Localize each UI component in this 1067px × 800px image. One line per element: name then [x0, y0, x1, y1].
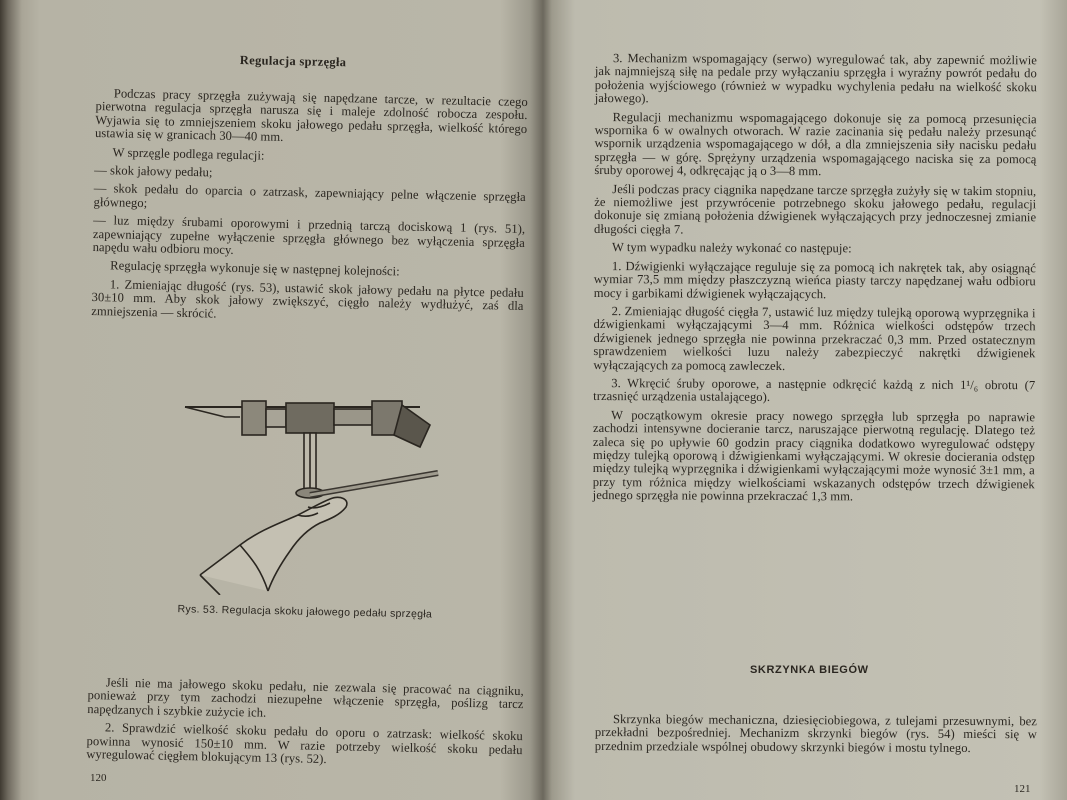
text-block	[595, 713, 1037, 761]
paragraph: Podczas pracy sprzęgła zużywają się napędzane tarcze, w rezultacie czego pierwotna regulacja sprzęgła narusza się i maleje zdolność robocza zespołu. Wyjawia się to zmniejszeniem skoku jałowego pedału sprzęgła, wielkość którego ustawia się w granicach 30—40 mm.	[94, 86, 528, 145]
paragraph: 1. Zmieniając długość (rys. 53), ustawić skok jałowy pedału na płytce pedału 30±10 mm. Aby skok jałowy zwiększyć, cięgło należy wydłużyć, zaś dla zmniejszenia — skrócić.	[91, 277, 524, 321]
paragraph: Jeśli nie ma jałowego skoku pedału, nie zezwala się pracować na ciągniku, ponieważ przy tym zachodzi niezupełne włączenie sprzęgła, poślizg tarcz napędzanych i szybkie zużycie ich.	[87, 675, 524, 720]
text-block	[91, 87, 528, 332]
paragraph: W sprzęgle podlega regulacji:	[112, 144, 265, 163]
text-block	[86, 676, 524, 776]
list-item: — luz między śrubami oporowymi i przednią tarczą dociskową 1 (rys. 51), zapewniający zupełne wyłączenie sprzęgła głównego bez wyłączenia sprzęgła napędu wału odbioru mocy.	[92, 213, 526, 257]
paragraph: Jeśli podczas pracy ciągnika napędzane tarcze sprzęgła zużyły się w takim stopniu, że niemożliwe jest przywrócenie potrzebnego skoku jałowego pedału, regulacji dokonuje się zmianą położenia dźwigienek wyłączających przy jednoczesnej zmianie długości cięgła 7.	[594, 181, 1037, 237]
paragraph: 2. Zmieniając długość cięgła 7, ustawić luz między tulejką oporową wyprzęgnika i dźwigienkami wyłączającymi 3—4 mm. Różnica wielkości odstępów trzech dźwigienek jednego sprzęgła nie powinna przekraczać 0,3 mm. Przed ostatecznym sprawdzeniem wielkości luzu należy zabezpieczyć nakrętki dźwigienek wyłączających za pomocą zawleczek.	[593, 303, 1036, 373]
pedal-adjustment-illustration	[180, 395, 450, 595]
paragraph: 3. Wkręcić śruby oporowe, a następnie odkręcić każdą z nich 1¹/₆ obrotu (7 trzasnięć urządzenia ustalającego).	[593, 376, 1036, 405]
paragraph: Regulacji mechanizmu wspomagającego dokonuje się za pomocą przesunięcia wspornika 6 w owalnych otworach. W razie zacinania się pedału należy przesunąć wspornik urządzenia wspomagającego w dół, a dla zmniejszenia siły nacisku pedału sprzęgła — w górę. Sprężyny urządzenia wspomagającego naciska się za pomocą śruby oporowej 4, odkręcając ją o 3—8 mm.	[594, 109, 1037, 179]
right-page	[546, 0, 1067, 800]
paragraph: 2. Sprawdzić wielkość skoku pedału do oporu o zatrzask: wielkość skoku powinna wynosić 150±10 mm. W razie potrzeby wielkość skoku pedału wyregulować cięgłem blokującym 13 (rys. 52).	[86, 720, 523, 767]
paragraph: Skrzynka biegów mechaniczna, dziesięciobiegowa, z tulejami przesuwnymi, bez przekładni bezpośredniej. Mechanizm skrzynki biegów (rys. 54) mieści się w przednim przedziale wspólnej obudowy skrzynki biegów i mostu tylnego.	[594, 712, 1037, 755]
left-page	[10, 0, 543, 800]
paragraph: W początkowym okresie pracy nowego sprzęgła lub sprzęgła po naprawie zachodzi intensywne docieranie tarcz, naruszające pierwotną regulację. Dlatego też zaleca się po upływie 60 godzin pracy ciągnika dodatkowo wyregulować odstępy między tulejką oporową i dźwigienkami wyłączającymi. W okresie docierania odstęp między tulejką wyprzęgnika i dźwigienkami wyłączającymi może wynosić 3±1 mm, a przy tym różnica między wielkościami wskazanych odstępów trzech dźwigienek jednego sprzęgła nie powinna przekraczać 1,3 mm.	[592, 407, 1036, 504]
paragraph: W tym wypadku należy wykonać co następuje:	[611, 240, 852, 256]
paragraph: Regulację sprzęgła wykonuje się w następnej kolejności:	[110, 258, 400, 279]
figure-caption: Rys. 53. Regulacja skoku jałowego pedału sprzęgła	[177, 603, 433, 621]
page-number: 121	[1014, 783, 1031, 795]
list-item: — skok pedału do oparcia o zatrzask, zapewniający pelne włączenie sprzęgła głównego;	[93, 181, 526, 210]
text-block	[593, 52, 1037, 510]
section-title: SKRZYNKA BIEGÓW	[750, 664, 869, 676]
list-item: — skok jałowy pedału;	[94, 163, 213, 180]
paragraph: 3. Mechanizm wspomagający (serwo) wyregulować tak, aby zapewnić możliwie jak najmniejszą siłę na pedale przy wyłączaniu sprzęgła i wyraźny powrót pedału do położenia wyjściowego (również w wypadku wychylenia pedału na wielkość skoku jałowego).	[594, 51, 1037, 106]
section-title: Regulacja sprzęgła	[239, 53, 347, 70]
page-number: 120	[90, 772, 107, 784]
paragraph: 1. Dźwigienki wyłączające reguluje się za pomocą ich nakrętek tak, aby osiągnąć wymiar 73,5 mm między płaszczyzną wieńca piasty tarczy napędzanej wału odbioru mocy i garbikami dźwigienek wyłączających.	[593, 258, 1036, 301]
